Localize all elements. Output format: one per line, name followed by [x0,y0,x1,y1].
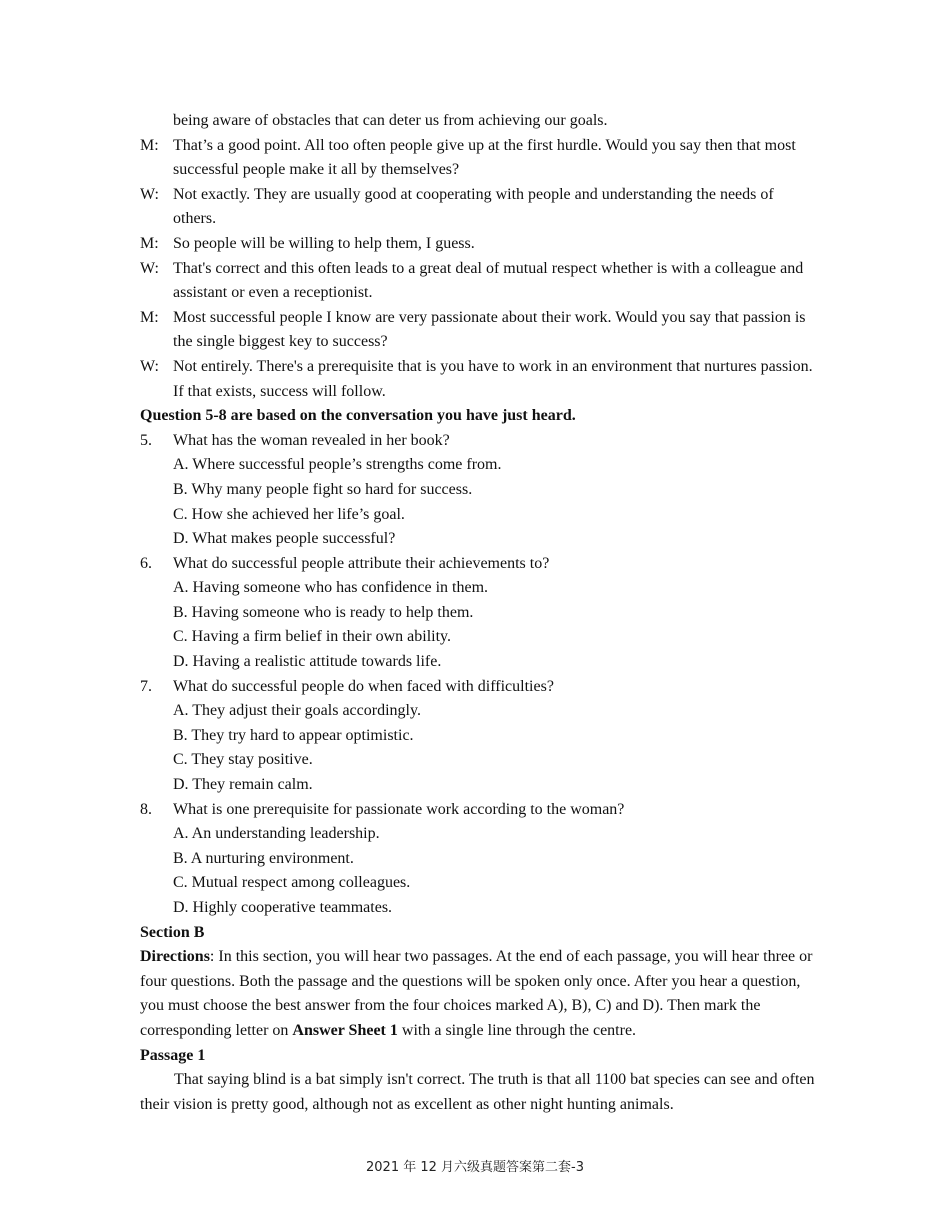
dialogue-line [140,257,820,306]
option-b: B. They try hard to appear optimistic. [173,726,414,744]
question-text: What do successful people attribute their achievements to? [173,554,550,572]
section-b-title: Section B [140,923,205,941]
option-a: A. Having someone who has confidence in them. [173,579,489,597]
option-d: D. Having a realistic attitude towards life. [173,653,442,671]
dialogue-text: Not entirely. There's a prerequisite that is you have to work in an environment that nurtures passion. If that exists, success will follow. [173,357,813,400]
option-c: C. Having a firm belief in their own ability. [173,628,452,646]
dialogue-line [140,232,820,257]
directions-label: Directions [140,948,210,966]
speaker-label: M: [140,136,159,154]
dialogue-text: That’s a good point. All too often people give up at the first hurdle. Would you say then that most successful people make it all by themselves? [173,136,796,179]
question-text: What has the woman revealed in her book? [173,431,450,449]
option-a: A. An understanding leadership. [173,825,380,843]
dialogue-continuation: being aware of obstacles that can deter us from achieving our goals. [173,112,608,129]
question-number: 8. [140,800,152,818]
dialogue-line [140,355,820,404]
directions-text: : In this section, you will hear two passages. At the end of each passage, you will hear three or four questions. Both the passage and the questions will be spoken only once. After you hear a question, you must choose the best answer from the four choices marked A), B), C) and D). Then mark the corresponding letter on [140,948,813,1039]
option-d: D. Highly cooperative teammates. [173,899,393,916]
option-a: A. They adjust their goals accordingly. [173,702,421,720]
question-text: What is one prerequisite for passionate work according to the woman? [173,800,625,818]
option-d: D. They remain calm. [173,776,313,794]
questions-heading: Question 5-8 are based on the conversation you have just heard. [140,407,576,425]
option-a: A. Where successful people’s strengths come from. [173,456,502,474]
option-b: B. Why many people fight so hard for success. [173,480,473,498]
speaker-label: M: [140,234,159,252]
dialogue-line [140,183,820,232]
question-8 [140,798,820,921]
question-6 [140,552,820,675]
dialogue-line [140,306,820,355]
answer-sheet-label: Answer Sheet 1 [292,1021,398,1039]
option-c: C. How she achieved her life’s goal. [173,505,405,523]
question-7 [140,675,820,798]
passage-text: That saying blind is a bat simply isn't correct. The truth is that all 1100 bat species can see and often their vision is pretty good, although not as excellent as other night hunting animals. [140,1071,815,1113]
option-c: C. They stay positive. [173,751,313,769]
dialogue-line [140,134,820,183]
option-b: B. Having someone who is ready to help them. [173,603,474,621]
document-page [140,109,820,1117]
directions-paragraph [140,945,820,1043]
question-text: What do successful people do when faced with difficulties? [173,677,554,695]
dialogue-text: Not exactly. They are usually good at cooperating with people and understanding the needs of others. [173,185,774,228]
dialogue-text: Most successful people I know are very passionate about their work. Would you say that passion is the single biggest key to success? [173,308,806,351]
speaker-label: M: [140,308,159,326]
dialogue-text: That's correct and this often leads to a great deal of mutual respect whether is with a colleague and assistant or even a receptionist. [173,259,804,302]
question-5 [140,429,820,552]
question-number: 7. [140,677,152,695]
passage-title: Passage 1 [140,1046,206,1064]
option-b: B. A nurturing environment. [173,849,354,867]
dialogue [140,134,820,405]
speaker-label: W: [140,357,159,375]
option-c: C. Mutual respect among colleagues. [173,874,411,892]
question-number: 6. [140,554,152,572]
option-d: D. What makes people successful? [173,530,396,548]
speaker-label: W: [140,185,159,203]
page-footer: 2021 年 12 月六级真题答案第二套-3 [366,1160,584,1175]
dialogue-text: So people will be willing to help them, I guess. [173,234,475,252]
question-number: 5. [140,431,152,449]
speaker-label: W: [140,259,159,277]
directions-text-end: with a single line through the centre. [397,1021,637,1039]
